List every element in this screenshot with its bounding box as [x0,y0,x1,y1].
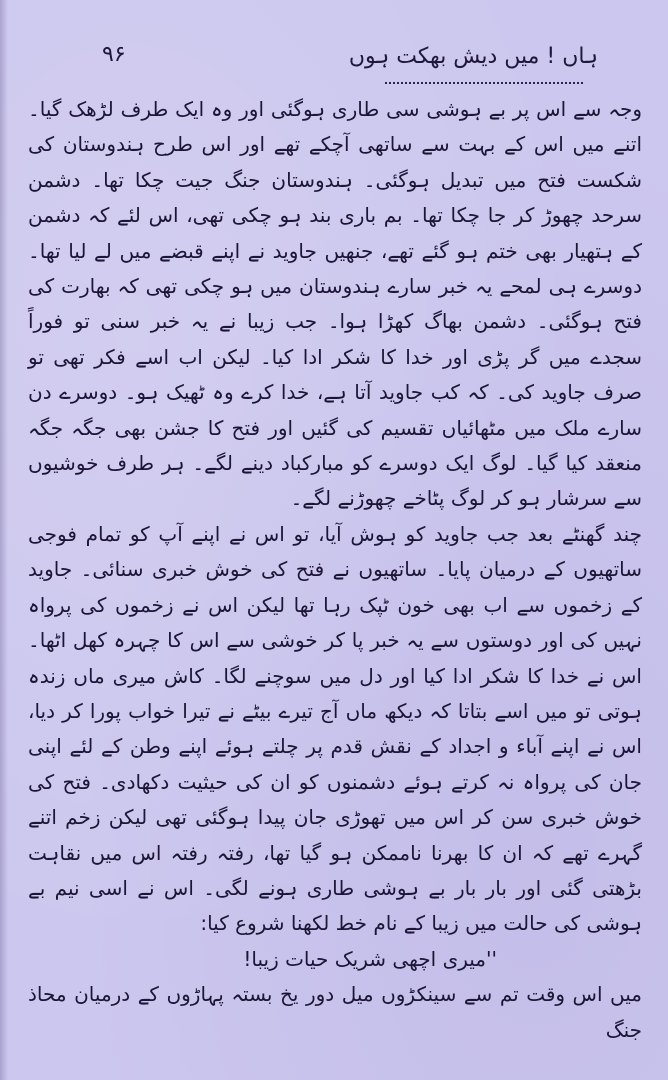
paragraph-1: وجہ سے اس پر بے ہوشی سی طاری ہوگئی اور وہ ایک طرف لڑھک گیا۔ اتنے میں اس کے بہت سے ساتھی آچکے تھے اور اس طرح ہندوستان کی شکست فتح میں تبدیل ہوگئی۔ ہندوستان جنگ جیت چکا تھا۔ دشمن سرحد چھوڑ کر جا چکا تھا۔ بم باری بند ہو چکی تھی، اس لئے کہ دشمن کے ہتھیار بھی ختم ہو گئے تھے، جنھیں جاوید نے اپنے قبضے میں لے لیا تھا۔ دوسرے ہی لمحے یہ خبر سارے ہندوستان میں ہو چکی تھی کہ بھارت کی فتح ہوگئی۔ دشمن بھاگ کھڑا ہوا۔ جب زیبا نے یہ خبر سنی تو فوراً سجدے میں گر پڑی اور خدا کا شکر ادا کیا۔ لیکن اب اسے فکر تھی تو صرف جاوید کی۔ کہ کب جاوید آتا ہے، خدا کرے وہ ٹھیک ہو۔ دوسرے دن سارے ملک میں مٹھائیاں تقسیم کی گئیں اور فتح کا جشن بھی جگہ جگہ منعقد کیا گیا۔ لوگ ایک دوسرے کو مبارکباد دینے لگے۔ ہر طرف خوشیوں سے سرشار ہو کر لوگ پٹاخے چھوڑنے لگے۔ [28,97,642,511]
page-header [40,40,628,80]
body-text [28,92,642,1048]
letter-salutation: ''میری اچھی شریک حیات زیبا! [243,946,497,971]
paragraph-2: چند گھنٹے بعد جب جاوید کو ہوش آیا، تو اس نے اپنے آپ کو تمام فوجی ساتھیوں کے درمیان پایا۔ ساتھیوں نے فتح کی خوش خبری سنائی۔ جاوید کے زخموں سے اب بھی خون ٹپک رہا تھا لیکن اس نے زخموں کی پرواہ نہیں کی اور دوستوں سے یہ خبر پا کر خوشی سے اس کا چہرہ کھل اٹھا۔ اس نے خدا کا شکر ادا کیا اور دل میں سوچنے لگا۔ کاش میری ماں زندہ ہوتی تو میں اسے بتاتا کہ دیکھ ماں آج تیرے بیٹے نے تیرا خواب پورا کر دیا، اس نے اپنے آباء و اجداد کے نقش قدم پر چلتے ہوئے اپنے وطن کے لئے اپنی جان کی پرواہ نہ کرتے ہوئے دشمنوں کو ان کی حیثیت دکھادی۔ فتح کی خوش خبری سن کر اس میں تھوڑی جان پیدا ہوگئی تھی لیکن زخم اتنے گہرے تھے کہ ان کا بھرنا ناممکن ہو گیا تھا، رفتہ رفتہ اس میں نقاہت بڑھتی گئی اور بار بار بے ہوشی طاری ہونے لگی۔ اس نے اسی نیم بے ہوشی کی حالت میں زیبا کے نام خط لکھنا شروع کیا: [28,521,642,936]
header-dotted-rule [385,82,583,84]
page-number: ۹۶ [102,42,126,67]
letter-first-line: میں اس وقت تم سے سینکڑوں میل دور یخ بستہ پہاڑوں کے درمیان محاذ جنگ [28,982,642,1042]
page-edge-shadow [0,0,8,1080]
running-title: ہاں ! میں دیش بھکت ہوں [348,44,598,69]
